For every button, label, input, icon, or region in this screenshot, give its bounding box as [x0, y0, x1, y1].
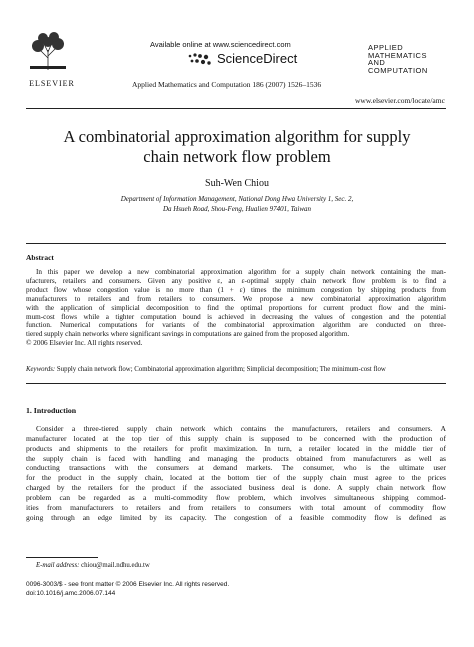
- sciencedirect-dots-icon: [187, 52, 213, 66]
- abstract-heading: Abstract: [26, 253, 54, 262]
- article-title: [0, 127, 474, 167]
- section-heading: 1. Introduction: [26, 406, 77, 415]
- intro-line: conducting transactions with the consumers at demand markets. The consumer, who is the ultimate user: [26, 463, 446, 473]
- title-line: chain network flow problem: [143, 147, 331, 166]
- journal-logo-line: MATHEMATICS: [368, 50, 427, 60]
- intro-body: [26, 424, 446, 522]
- abstract-body: [26, 268, 446, 348]
- author-email: [36, 562, 150, 569]
- abstract-line: function. Numerical computations for variants of the combinatorial approximation algorithm are conducted on three-: [26, 321, 446, 330]
- intro-line: manufacturer located at the top tier of this supply chain is supposed to be concerned with the production of: [26, 433, 446, 443]
- abstract-line: with the application of simplicial decomposition to find the optimal proportions for current product flow and the mini-: [26, 303, 446, 312]
- intro-line: charged by the retailers for the product if the associated business deal is done. A supply chain network flow: [26, 483, 446, 493]
- sciencedirect-label: ScienceDirect: [217, 51, 298, 66]
- intro-line: Consider a three-tiered supply chain network which contains the manufacturers, retailers and consumers. A: [36, 424, 446, 433]
- abstract-line: In this paper we develop a new combinatorial approximation algorithm for a supply chain network containing the man-: [36, 268, 446, 276]
- email-address[interactable]: chiou@mail.ndhu.edu.tw: [81, 562, 150, 569]
- elsevier-logo: [26, 28, 78, 90]
- affiliation-line: Da Hsueh Road, Shou-Feng, Hualien 97401, Taiwan: [162, 205, 312, 213]
- header-rule: [26, 108, 446, 109]
- abstract-bottom-rule: [26, 383, 446, 384]
- affiliation-line: Department of Information Management, National Dong Hwa University 1, Sec. 2,: [120, 195, 354, 203]
- abstract-line: mum-cost flows while a tighter computation bound is achieved in decreasing the values of congestion and the potential: [26, 312, 446, 321]
- intro-line: for the product in the supply chain, located at the bottom tier of the supply chain must agree to the prices: [26, 473, 446, 483]
- journal-reference: Applied Mathematics and Computation 186 (2007) 1526–1536: [132, 80, 322, 89]
- author-name: Suh-Wen Chiou: [205, 178, 269, 189]
- abstract-top-rule: [26, 243, 446, 244]
- doi-line[interactable]: doi:10.1016/j.amc.2006.07.144: [26, 589, 116, 597]
- publisher-name: ELSEVIER: [29, 79, 75, 88]
- author-affiliation: [0, 194, 474, 214]
- footnote-rule: [26, 557, 98, 558]
- journal-logo-line: COMPUTATION: [368, 65, 428, 75]
- intro-line: problem can be regarded as a multi-commodity flow problem, which involves simultaneous shipping commod-: [26, 492, 446, 502]
- available-online-text: Available online at www.sciencedirect.com: [150, 40, 291, 49]
- keywords-label: Keywords:: [26, 366, 56, 373]
- intro-line: products and shipments to the retailers for profit maximization. In turn, a retailer located in the middle tier of: [26, 443, 446, 453]
- intro-line: ities from manufacturers to retailers and from retailers to consumers with total amount of commodity flow: [26, 502, 446, 512]
- journal-url[interactable]: www.elsevier.com/locate/amc: [355, 96, 445, 105]
- issn-line: 0096-3003/$ - see front matter © 2006 Elsevier Inc. All rights reserved.: [26, 581, 230, 588]
- keywords: [26, 366, 386, 373]
- abstract-line: manufacturers to retailers and from retailers to consumers. We propose a new combinatorial approximation algorithm: [26, 294, 446, 303]
- journal-logo: [368, 44, 460, 74]
- journal-logo-line: AND: [368, 58, 386, 67]
- elsevier-tree-icon: [26, 28, 70, 72]
- abstract-line: product flow whose congestion value is no more than (1 + ε) times the minimum congestion by shipping products from: [26, 285, 446, 294]
- journal-logo-line: APPLIED: [368, 43, 404, 52]
- page-footer: [26, 581, 229, 598]
- email-label: E-mail address:: [36, 562, 80, 569]
- abstract-line: ufacturers, retailers and consumers. Given any positive ε, an ε-optimal supply chain network flow problem is to find a: [26, 276, 446, 285]
- title-line: A combinatorial approximation algorithm for supply: [63, 127, 411, 146]
- copyright-line: © 2006 Elsevier Inc. All rights reserved.: [26, 339, 143, 348]
- intro-line: going through an edge limited by its capacity. The congestion of a feasible commodity flow is defined as: [26, 512, 446, 522]
- sciencedirect-brand: [187, 51, 297, 66]
- abstract-line: tiered supply chain networks where significant savings in computations are gained from the proposed algorithm.: [26, 330, 350, 339]
- intro-line: the supply chain is faced with handling and managing the products obtained from manufacturers as well as: [26, 453, 446, 463]
- keywords-text: Supply chain network flow; Combinatorial approximation algorithm; Simplicial decomposition; The minimum-cost flow: [56, 366, 386, 373]
